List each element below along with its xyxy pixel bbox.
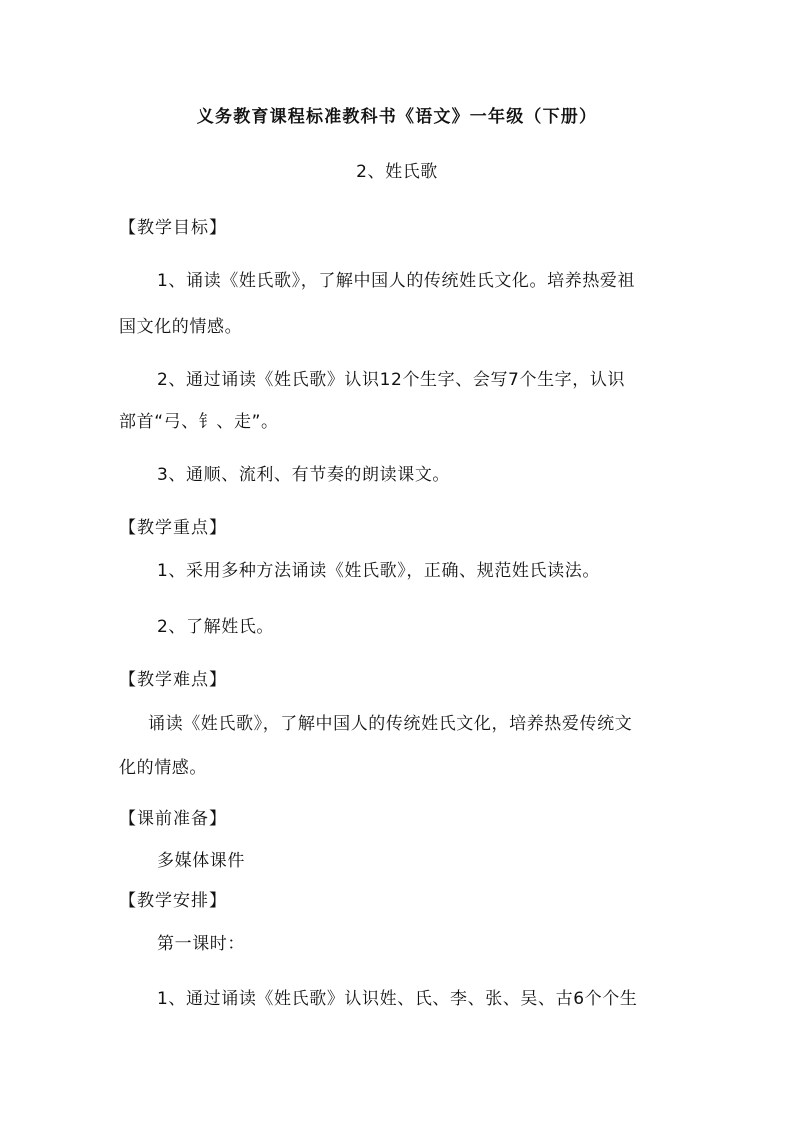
document-title: 义务教育课程标准教科书《语文》一年级（下册）	[196, 107, 598, 127]
section-heading-arrangement: 【教学安排】	[119, 891, 227, 911]
section-heading-key-points: 【教学重点】	[119, 518, 227, 538]
goal-3: 3、通顺、流利、有节奏的朗读课文。	[157, 465, 451, 485]
section-heading-goals: 【教学目标】	[119, 218, 227, 238]
key-point-2: 2、了解姓氏。	[157, 617, 275, 637]
goal-2-line-2: 部首“弓、钅、走”。	[119, 412, 279, 432]
arrangement-item-1: 1、通过诵读《姓氏歌》认识姓、氏、李、张、吴、古6个个生	[157, 989, 638, 1009]
section-heading-difficulties: 【教学难点】	[119, 670, 227, 690]
lesson-title: 2、姓氏歌	[356, 162, 438, 182]
goal-1-line-1: 1、诵读《姓氏歌》，了解中国人的传统姓氏文化。培养热爱祖	[157, 271, 636, 291]
difficulty-line-1: 诵读《姓氏歌》，了解中国人的传统姓氏文化，培养热爱传统文	[148, 714, 633, 734]
section-heading-preparation: 【课前准备】	[119, 809, 227, 829]
arrangement-period: 第一课时：	[157, 934, 245, 954]
difficulty-line-2: 化的情感。	[119, 758, 207, 778]
goal-1-line-2: 国文化的情感。	[119, 317, 243, 337]
key-point-1: 1、采用多种方法诵读《姓氏歌》，正确、规范姓氏读法。	[157, 561, 600, 581]
preparation-content: 多媒体课件	[157, 851, 245, 871]
goal-2-line-1: 2、通过诵读《姓氏歌》认识12个生字、会写7个生字，认识	[157, 370, 626, 390]
